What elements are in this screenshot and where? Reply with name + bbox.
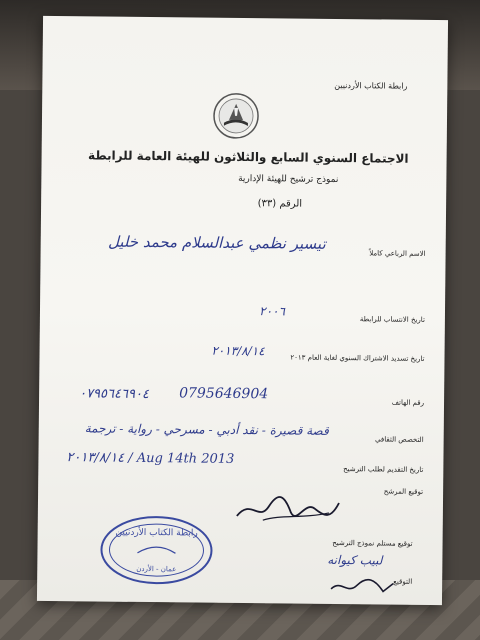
received-signature-label: التوقيع <box>393 577 413 586</box>
phone-value-latin: 0795646904 <box>179 385 269 403</box>
stamp-bottom-text: عمان - الأردن <box>136 564 177 574</box>
received-by-value: لبيب كيوانه <box>327 552 383 568</box>
submit-date-value: Aug 14th 2013 / ٢٠١٣/٨/١٤ <box>66 450 235 467</box>
name-label: الاسم الرباعي كاملاً <box>369 249 426 258</box>
form-number: الرقم (٣٣) <box>257 198 303 210</box>
phone-label: رقم الهاتف <box>391 398 425 407</box>
name-value: تيسير نظمي عبدالسلام محمد خليل <box>107 232 326 253</box>
subscription-value: ٢٠١٣/٨/١٤ <box>211 343 265 359</box>
form-subtitle: نموذج ترشيح للهيئة الإدارية <box>238 173 339 185</box>
membership-date-value: ٢٠٠٦ <box>259 304 286 319</box>
org-name-small: رابطة الكتاب الأردنيين <box>334 80 408 91</box>
membership-date-label: تاريخ الانتساب للرابطة <box>359 315 425 324</box>
candidate-signature-label: توقيع المرشح <box>383 487 424 496</box>
candidate-signature <box>233 488 343 529</box>
league-logo-icon <box>210 90 263 143</box>
specialty-value: قصة قصيرة - نقد أدبي - مسرحي - رواية - ترجمة <box>84 421 329 438</box>
meeting-title: الاجتماع السنوي السابع والثلاثون للهيئة العامة للرابطة <box>88 148 409 166</box>
official-stamp <box>97 512 216 587</box>
receiver-signature <box>327 575 397 598</box>
subscription-label: تاريخ تسديد الاشتراك السنوي لغاية العام ٢٠١٣ <box>290 353 425 363</box>
nomination-form-sheet <box>37 16 448 605</box>
received-by-label: توقيع مستلم نموذج الترشيح <box>332 538 413 548</box>
submit-date-label: تاريخ التقديم لطلب الترشيح <box>343 465 424 474</box>
stamp-top-text: رابطة الكتاب الأردنيين <box>115 527 198 539</box>
specialty-label: التخصص الثقافي <box>374 435 424 444</box>
phone-value-arabic: ٠٧٩٥٦٤٦٩٠٤ <box>79 386 150 403</box>
